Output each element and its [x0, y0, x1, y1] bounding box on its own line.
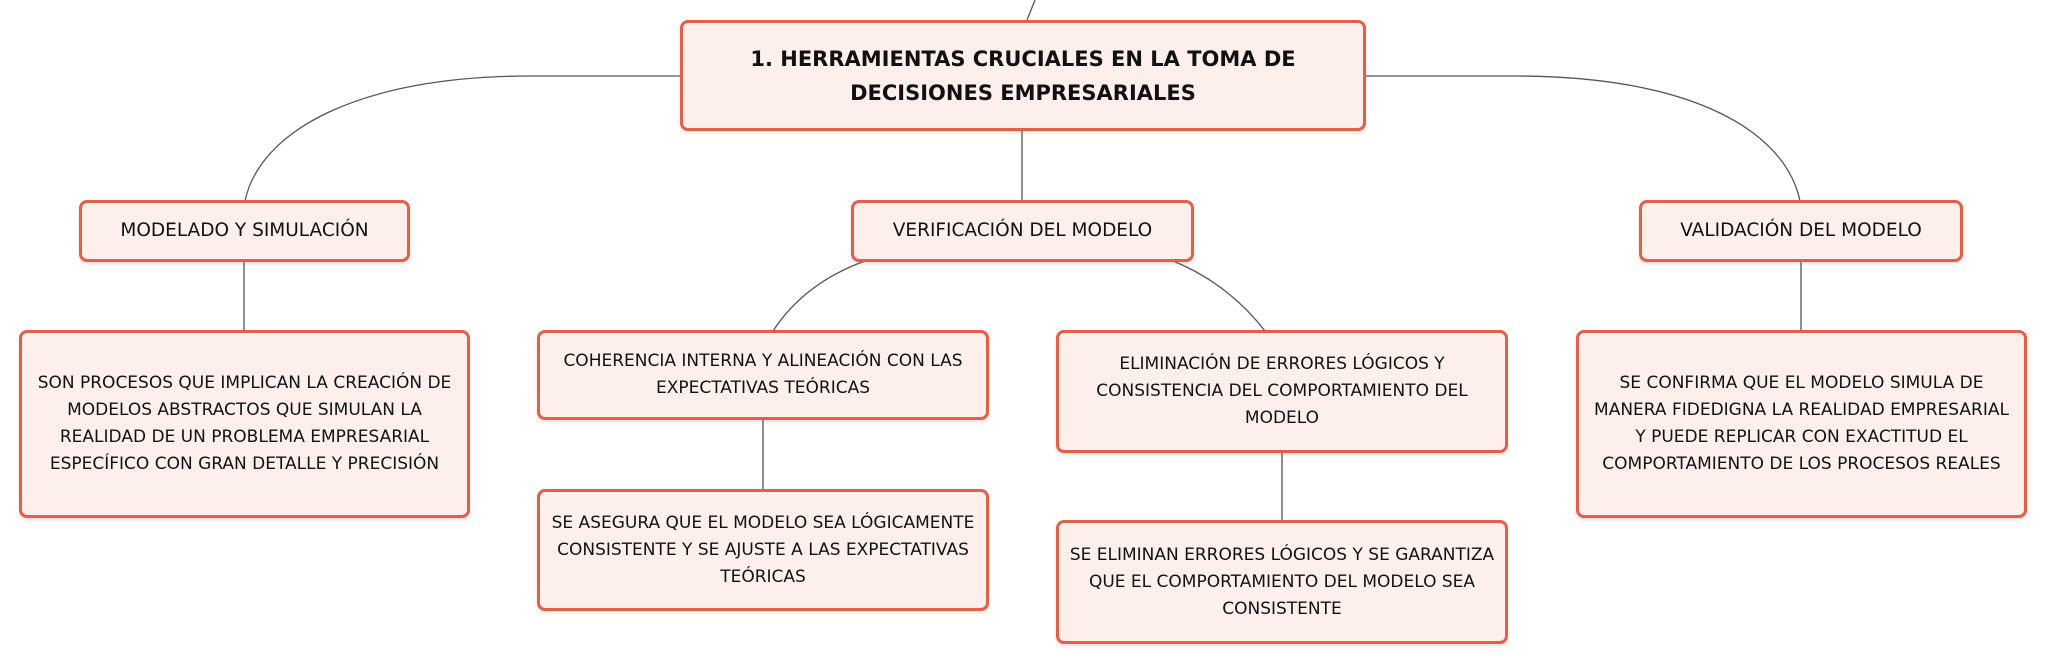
leaf-coherencia-descripcion-label: SE ASEGURA QUE EL MODELO SEA LÓGICAMENTE CONSISTENTE Y SE AJUSTE A LAS EXPECTATIVAS TEÓRICAS: [551, 512, 975, 587]
subbranch-eliminacion-errores[interactable]: [1056, 330, 1508, 453]
connector-root-to-modelado: [245, 76, 680, 201]
root-node-label: 1. HERRAMIENTAS CRUCIALES EN LA TOMA DE DECISIONES EMPRESARIALES: [750, 46, 1296, 105]
subbranch-eliminacion-errores-label: ELIMINACIÓN DE ERRORES LÓGICOS Y CONSISTENCIA DEL COMPORTAMIENTO DEL MODELO: [1096, 354, 1468, 428]
leaf-modelado-descripcion[interactable]: [19, 330, 470, 518]
leaf-coherencia-descripcion[interactable]: [537, 489, 989, 611]
root-node[interactable]: [680, 20, 1366, 131]
connector-parent-to-root: [1027, 0, 1035, 20]
leaf-modelado-descripcion-label: SON PROCESOS QUE IMPLICAN LA CREACIÓN DE MODELOS ABSTRACTOS QUE SIMULAN LA REALIDAD DE UN PROBLEMA EMPRESARIAL ESPECÍFICO CON GRAN DETALLE Y PRECISIÓN: [37, 373, 452, 474]
connector-verificacion-to-coherencia: [773, 261, 865, 331]
leaf-eliminacion-descripcion-label: SE ELIMINAN ERRORES LÓGICOS Y SE GARANTIZA QUE EL COMPORTAMIENTO DEL MODELO SEA CONSISTENTE: [1069, 544, 1495, 619]
subbranch-coherencia-interna-label: COHERENCIA INTERNA Y ALINEACIÓN CON LAS EXPECTATIVAS TEÓRICAS: [563, 351, 963, 398]
branch-validacion-modelo-label: VALIDACIÓN DEL MODELO: [1680, 220, 1922, 241]
branch-verificacion-modelo-label: VERIFICACIÓN DEL MODELO: [892, 220, 1153, 241]
leaf-validacion-descripcion[interactable]: [1576, 330, 2027, 518]
branch-modelado-simulacion-label: MODELADO Y SIMULACIÓN: [120, 220, 369, 241]
leaf-validacion-descripcion-label: SE CONFIRMA QUE EL MODELO SIMULA DE MANERA FIDEDIGNA LA REALIDAD EMPRESARIAL Y PUEDE REPLICAR CON EXACTITUD EL COMPORTAMIENTO DE LOS PROCESOS REALES: [1594, 373, 2009, 474]
branch-modelado-simulacion[interactable]: [79, 200, 410, 262]
connector-root-to-validacion: [1365, 76, 1800, 201]
branch-verificacion-modelo[interactable]: [851, 200, 1194, 262]
branch-validacion-modelo[interactable]: [1639, 200, 1963, 262]
leaf-eliminacion-descripcion[interactable]: [1056, 520, 1508, 644]
subbranch-coherencia-interna[interactable]: [537, 330, 989, 420]
connector-verificacion-to-eliminacion: [1173, 261, 1265, 331]
